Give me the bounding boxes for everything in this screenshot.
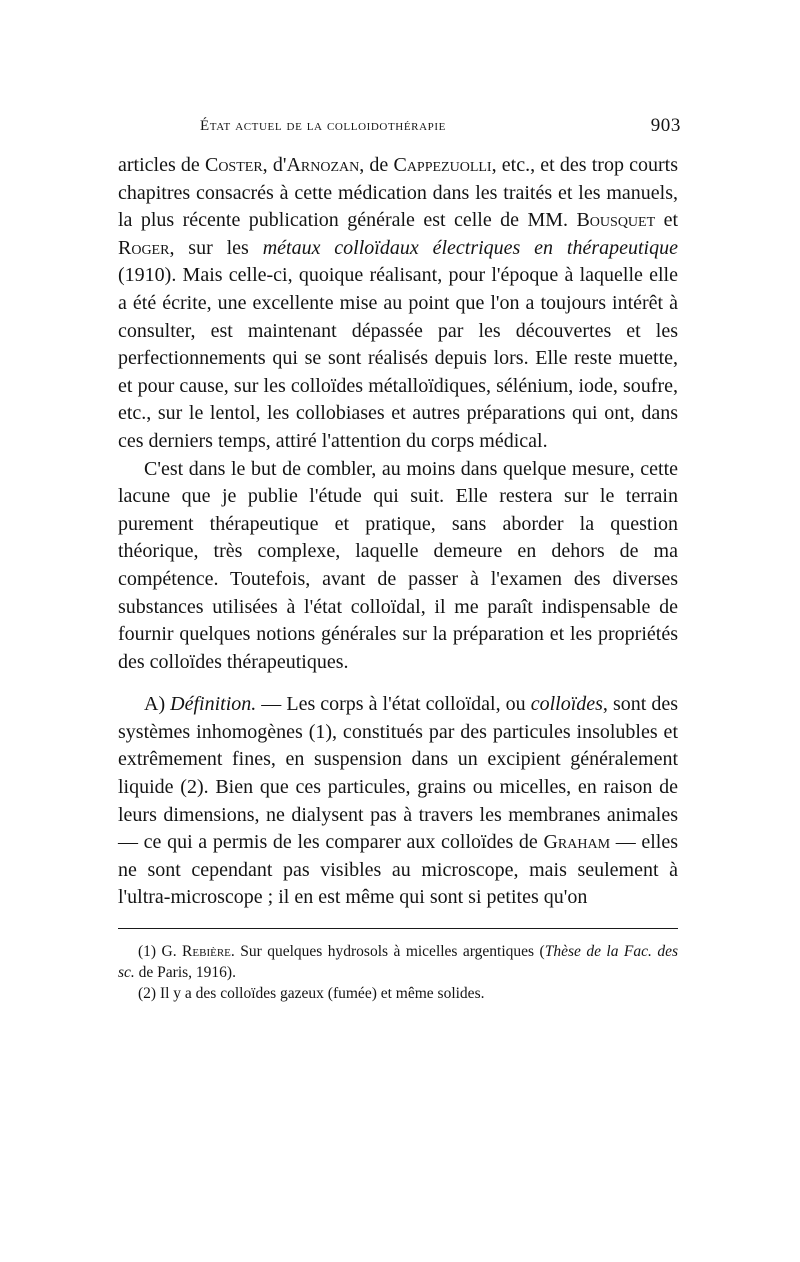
book-title: métaux colloïdaux électriques en thérapeutique	[262, 236, 678, 259]
paragraph-1	[118, 152, 678, 456]
text-run: , de	[359, 154, 394, 176]
text-run: — Les corps à l'état colloïdal, ou	[256, 693, 531, 716]
text-run: , sont des systèmes inhomogènes (1), constitués par des particules insolubles et extrêmement fines, en suspension dans un excipient généralement liquide (2). Bien que ces particules, grains ou micelles, en raison de leurs dimensions, ne dialysent pas à travers les membranes animales — ce qui a permis de les comparer aux colloïdes de	[118, 693, 679, 854]
paragraph-2: C'est dans le but de combler, au moins dans quelque mesure, cette lacune que je publie l'étude qui suit. Elle restera sur le terrain purement thérapeutique et pratique, sans aborder la question théorique, très complexe, laquelle demeure en dehors de ma compétence. Toutefois, avant de passer à l'examen des diverses substances utilisées à l'état colloïdal, il me paraît indispensable de fournir quelques notions générales sur la préparation et les propriétés des colloïdes thérapeutiques.	[118, 457, 678, 673]
text-run: de Paris, 1916).	[134, 964, 236, 982]
author-name: Bousquet	[576, 209, 656, 232]
text-run: , d'	[262, 154, 287, 176]
running-title: État actuel de la colloidothérapie	[200, 118, 446, 134]
page-number: 903	[650, 115, 681, 136]
author-name: Roger	[118, 236, 170, 259]
paragraph-definition	[118, 691, 678, 912]
author-name: Cappezuolli	[393, 154, 492, 176]
thesis-title: Thèse de la Fac. des sc.	[118, 943, 678, 982]
author-name: Coster	[204, 154, 263, 176]
text-run: , sur les	[169, 236, 263, 259]
text-run: (1910). Mais celle-ci, quoique réalisant, pour l'époque à laquelle elle a été écrite, une excellente mise au point que l'on a toujours intérêt à consulter, est maintenant dépassée par les découvertes et les perfectionnements qui se sont réalisés depuis lors. Elle reste muette, et pour cause, sur les colloïdes métalloïdiques, sélénium, iode, soufre, etc., sur le lentol, les collobiases et autres préparations qui ont, dans ces derniers temps, attiré l'attention du corps médical.	[118, 264, 678, 452]
section-letter: A)	[144, 693, 171, 716]
author-name: Graham	[543, 831, 611, 854]
body-text	[118, 152, 678, 912]
footnote-rule	[118, 928, 678, 929]
term-colloides: colloïdes	[530, 693, 603, 716]
footnote-2: (2) Il y a des colloïdes gazeux (fumée) et même solides.	[138, 985, 485, 1003]
author-name: Rebière	[182, 943, 231, 961]
text-run: — elles ne sont cependant pas visibles au microscope, mais seulement à l'ultra-microscope ; il en est même qui sont si petites qu'on	[118, 831, 679, 909]
footnotes	[118, 941, 678, 1004]
running-head	[118, 112, 681, 142]
author-name: Arnozan	[286, 154, 360, 176]
section-heading: Définition.	[170, 693, 257, 716]
text-run: articles de	[118, 154, 205, 176]
text-run: , etc., et des trop courts chapitres consacrés à cette médication dans les traités et les manuels, la plus récente publication générale est celle de MM.	[118, 154, 678, 232]
text-run: . Sur quelques hydrosols à micelles argentiques (	[230, 943, 545, 961]
book-page	[118, 112, 681, 1004]
text-run: (1) G.	[138, 943, 183, 961]
text-run: et	[655, 209, 679, 232]
footnote-1	[118, 941, 678, 983]
